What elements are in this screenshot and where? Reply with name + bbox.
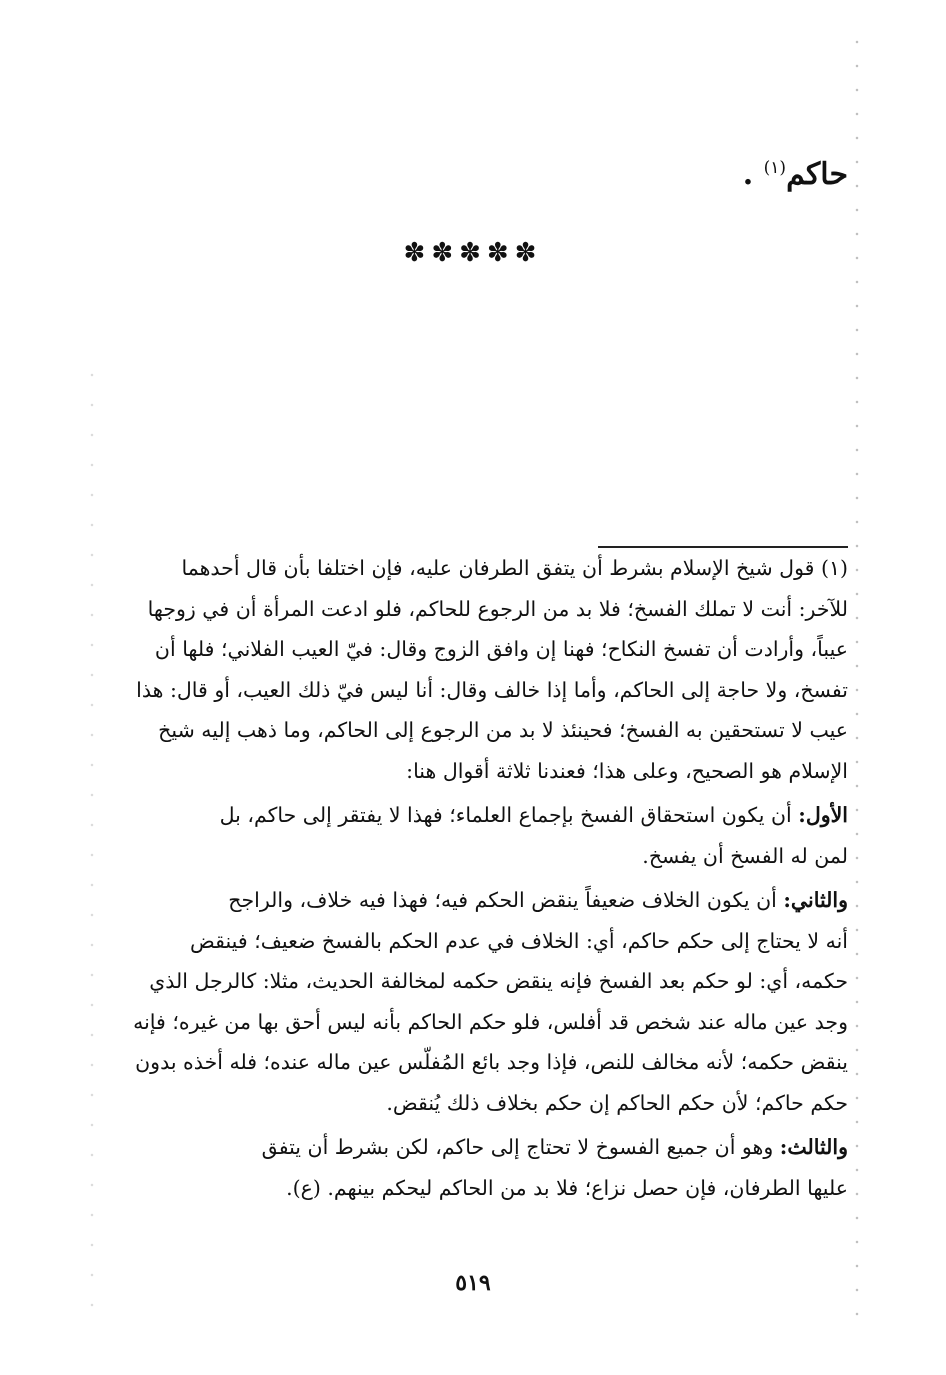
- footnote-line: (١) قول شيخ الإسلام بشرط أن يتفق الطرفان عليه، فإن اختلفا بأن قال أحدهما: [181, 556, 848, 580]
- footnote-reference: (١): [763, 158, 787, 178]
- footnote-line: عليها الطرفان، فإن حصل نزاع؛ فلا بد من الحاكم ليحكم بينهم. (ع).: [286, 1175, 848, 1200]
- first-opinion-text: أن يكون استحقاق الفسخ بإجماع العلماء؛ فهذا لا يفتقر إلى حاكم، بل: [219, 803, 792, 827]
- footnote-line: حكمه، أي: لو حكم بعد الفسخ فإنه ينقض حكمه لمخالفة الحديث، مثلا: كالرجل الذي: [149, 969, 848, 993]
- footnote-third-opinion: [133, 1127, 848, 1208]
- footnote-line: تفسخ، ولا حاجة إلى الحاكم، وأما إذا خالف وقال: أنا ليس فيّ ذلك العيب، أو قال: هذا: [136, 677, 848, 702]
- footnote-line: للآخر: أنت لا تملك الفسخ؛ فلا بد من الرجوع للحاكم، فلو ادعت المرأة أن في زوجها: [147, 596, 848, 621]
- footnote-line: [133, 795, 848, 836]
- second-opinion-text: أن يكون الخلاف ضعيفاً ينقض الحكم فيه؛ فهذا فيه خلاف، والراجح: [228, 888, 777, 912]
- footnote-line: لمن له الفسخ أن يفسخ.: [642, 843, 848, 868]
- first-opinion-term: الأول:: [798, 803, 848, 827]
- footnote-line: [133, 880, 848, 921]
- footnote-intro: [133, 548, 848, 791]
- footnote-line: وجد عين ماله عند شخص قد أفلس، فلو حكم الحاكم بأنه ليس أحق بها من غيره؛ فإنه: [133, 1009, 848, 1034]
- main-text: حاكم: [786, 157, 848, 192]
- third-opinion-text: وهو أن جميع الفسوخ لا تحتاج إلى حاكم، لكن بشرط أن يتفق: [261, 1135, 774, 1159]
- footnote-second-opinion: [133, 880, 848, 1123]
- footnote-line: عيب لا تستحقين به الفسخ؛ فحينئذ لا بد من الرجوع إلى الحاكم، وما ذهب إليه شيخ: [158, 718, 848, 742]
- main-text-period: .: [742, 157, 754, 192]
- second-opinion-term: والثاني:: [783, 888, 848, 912]
- footnote-line: [133, 1127, 848, 1168]
- scan-margin-dots-faint: [90, 360, 94, 1310]
- scan-margin-dots: [855, 30, 859, 1330]
- footnote-line: أنه لا يحتاج إلى حكم حاكم، أي: الخلاف في عدم الحكم بالفسخ ضعيف؛ فينقض: [190, 928, 848, 953]
- page-number: ٥١٩: [455, 1270, 491, 1296]
- footnote-line: عيباً، وأرادت أن تفسخ النكاح؛ فهنا إن وافق الزوج وقال: فيّ العيب الفلاني؛ فلها أن: [154, 637, 848, 661]
- section-separator: ✽✽✽✽✽: [403, 238, 543, 268]
- footnote-line: ينقض حكمه؛ لأنه مخالف للنص، فإذا وجد بائع المُفلّس عين ماله عنده؛ فله أخذه بدون: [135, 1050, 848, 1074]
- main-text-line: [743, 148, 848, 195]
- footnote-block: [133, 548, 848, 1208]
- footnote-first-opinion: [133, 795, 848, 876]
- footnote-line: الإسلام هو الصحيح، وعلى هذا؛ فعندنا ثلاثة أقوال هنا:: [406, 758, 848, 783]
- footnote-line: حكم حاكم؛ لأن حكم الحاكم إن حكم بخلاف ذلك يُنقض.: [386, 1090, 848, 1115]
- third-opinion-term: والثالث:: [779, 1135, 848, 1159]
